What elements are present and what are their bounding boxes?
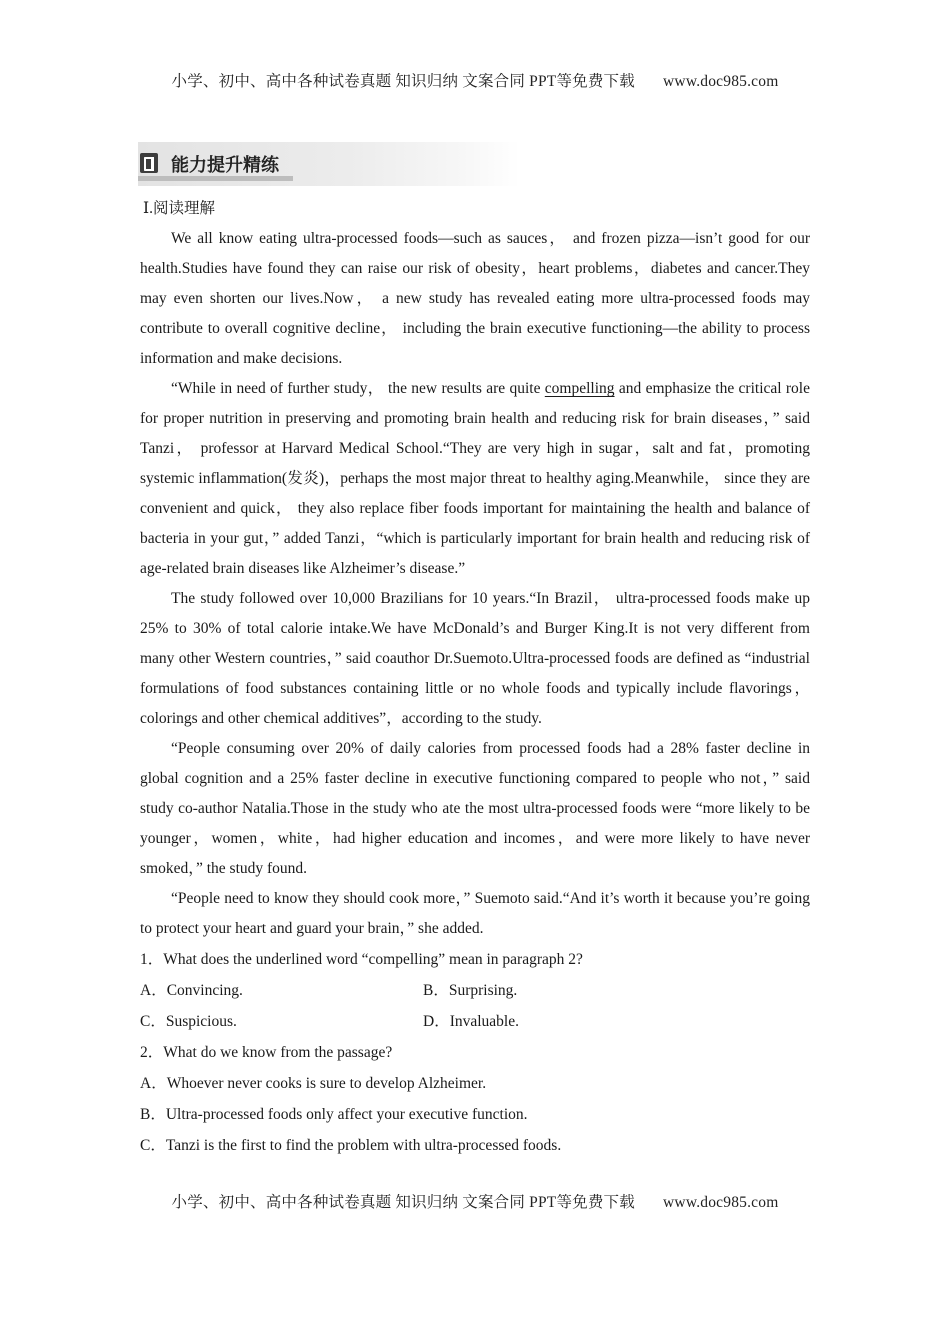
question-2-option-a[interactable]: A．Whoever never cooks is sure to develop Alzheimer. — [140, 1075, 487, 1092]
question-1-option-d[interactable]: D．Invaluable. — [423, 1013, 519, 1030]
section-title: 能力提升精练 — [171, 155, 279, 176]
reading-content — [140, 195, 810, 1161]
page-footer — [0, 1190, 950, 1212]
question-1-option-b[interactable]: B．Surprising. — [423, 982, 518, 999]
footer-url[interactable]: www.doc985.com — [663, 1194, 779, 1211]
section-banner — [138, 142, 520, 186]
question-1-options-row-2 — [140, 1006, 810, 1037]
p2-text-after: and emphasize the critical role for proper nutrition in preserving and promoting brain health and reducing risk for brain diseases，” said Tanzi， professor at Harvard Medical School.“They are very high in sugar，salt and fat，promoting systemic inflammation(发炎)，perhaps the most major threat to healthy aging.Meanwhile， since they are convenient and quick， they also replace fiber foods important for maintaining the health and balance of bacteria in your gut，” added Tanzi，“which is particularly important for brain health and reducing risk of age-related brain diseases like Alzheimer’s disease.” — [140, 380, 810, 577]
passage-paragraph-5: “People need to know they should cook more，” Suemoto said.“And it’s worth it because you’re going to protect your heart and guard your brain，” she added. — [140, 890, 810, 937]
question-1-option-a[interactable]: A．Convincing. — [140, 982, 243, 999]
question-2-option-b[interactable]: B．Ultra-processed foods only affect your executive function. — [140, 1106, 528, 1123]
question-1-text: 1．What does the underlined word “compelling” mean in paragraph 2? — [140, 951, 583, 968]
part-label: Ⅰ.阅读理解 — [143, 200, 215, 217]
passage-paragraph-2 — [140, 374, 810, 584]
passage-paragraph-4: “People consuming over 20% of daily calories from processed foods had a 28% faster decline in global cognition and a 25% faster decline in executive functioning compared to people who not，” said study co-author Natalia.Those in the study who ate the most ultra-processed foods were “more likely to be younger，women，white，had higher education and incomes，and were more likely to have never smoked，” the study found. — [140, 740, 810, 877]
question-1-option-c[interactable]: C．Suspicious. — [140, 1013, 237, 1030]
footer-text: 小学、初中、高中各种试卷真题 知识归纳 文案合同 PPT等免费下载 — [171, 1194, 635, 1211]
question-1-options-row-1 — [140, 975, 810, 1006]
p2-text-before: “While in need of further study， the new results are quite — [171, 380, 545, 397]
header-text: 小学、初中、高中各种试卷真题 知识归纳 文案合同 PPT等免费下载 — [171, 73, 635, 90]
passage-paragraph-1: We all know eating ultra-processed foods—such as sauces， and frozen pizza—isn’t good for our health.Studies have found they can raise our risk of obesity，heart problems，diabetes and cancer.They may even shorten our lives.Now， a new study has revealed eating more ultra-processed foods may contribute to overall cognitive decline， including the brain executive functioning—the ability to process information and make decisions. — [140, 230, 810, 367]
passage-paragraph-3: The study followed over 10,000 Brazilians for 10 years.“In Brazil， ultra-processed foods make up 25% to 30% of total calorie intake.We have McDonald’s and Burger King.It is not very different from many other Western countries，” said coauthor Dr.Suemoto.Ultra-processed foods are defined as “industrial formulations of food substances containing little or no whole foods and typically include flavorings，colorings and other chemical additives”，according to the study. — [140, 590, 810, 727]
question-2-text: 2．What do we know from the passage? — [140, 1044, 393, 1061]
page-header — [0, 69, 950, 91]
header-url[interactable]: www.doc985.com — [663, 73, 779, 90]
question-2-option-c[interactable]: C．Tanzi is the first to find the problem with ultra-processed foods. — [140, 1137, 562, 1154]
underlined-word: compelling — [544, 380, 615, 397]
section-number-icon — [140, 153, 158, 173]
